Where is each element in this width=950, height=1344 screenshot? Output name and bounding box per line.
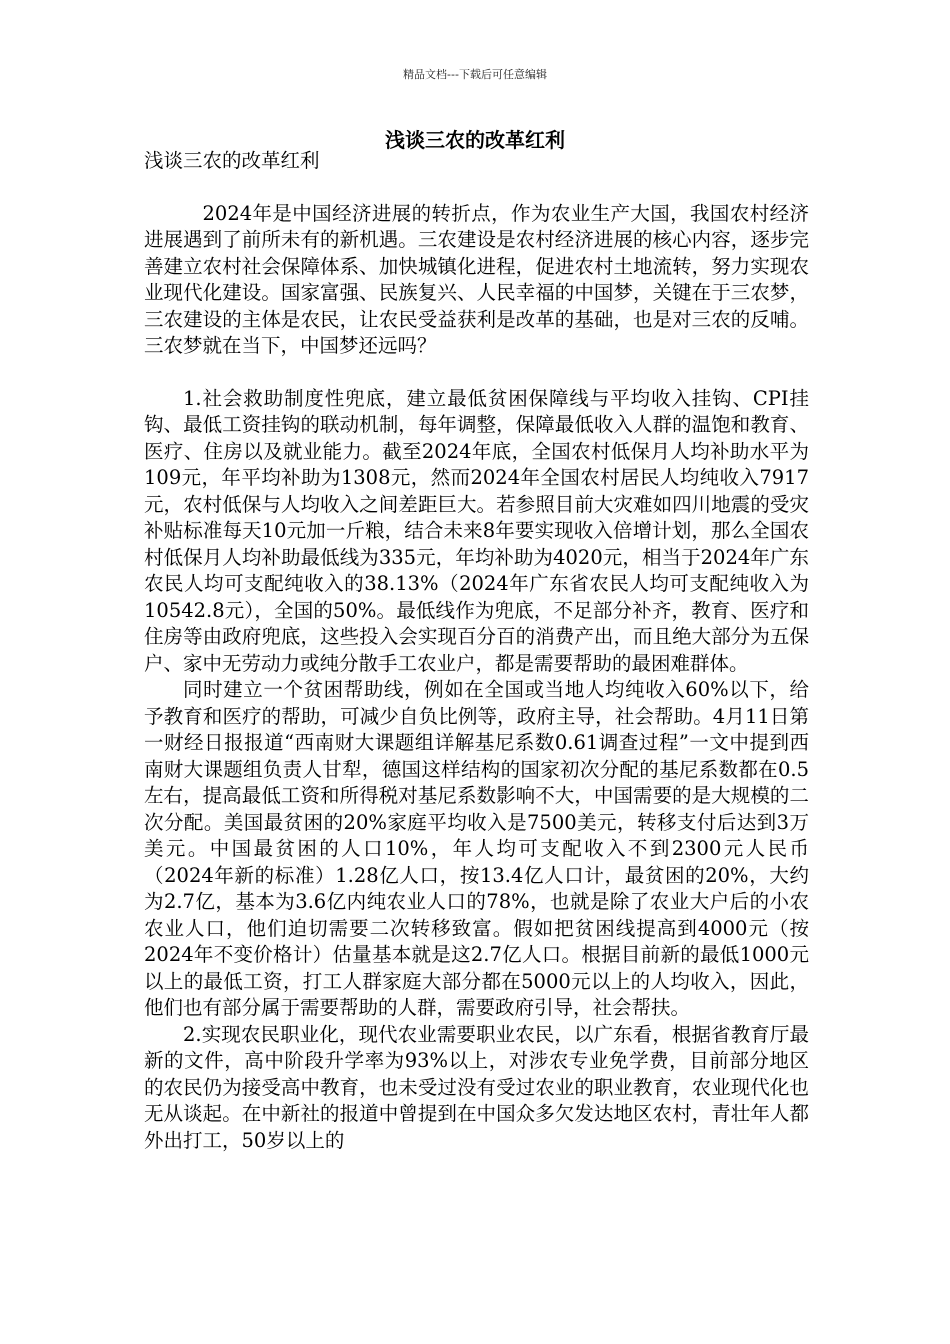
paragraph-gap xyxy=(144,360,809,386)
document-subtitle: 浅谈三农的改革红利 xyxy=(144,149,320,172)
page-header: 精品文档---下载后可任意编辑 xyxy=(403,68,547,81)
paragraph-professional-farmers: 2.实现农民职业化，现代农业需要职业农民，以广东看，根据省教育厅最新的文件，高中阶段升学率为93%以上，对涉农专业免学费，目前部分地区的农民仍为接受高中教育，也未受过没有受过农业的职业教育，农业现代化也无从谈起。在中新社的报道中曾提到在中国众多欠发达地区农村，青壮年人都外出打工，50岁以上的 xyxy=(144,1022,809,1152)
paragraph-poverty-line: 同时建立一个贫困帮助线，例如在全国或当地人均纯收入60%以下，给予教育和医疗的帮助，可减少自负比例等，政府主导，社会帮助。4月11日第一财经日报报道“西南财大课题组详解基尼系数0.61调查过程”一文中提到西南财大课题组负责人甘犁，德国这样结构的国家初次分配的基尼系数都在0.5左右，提高最低工资和所得税对基尼系数影响不大，中国需要的是大规模的二次分配。美国最贫困的20%家庭平均收入是7500美元，转移支付后达到3万美元。中国最贫困的人口10%，年人均可支配收入不到2300元人民币（2024年新的标准）1.28亿人口，按13.4亿人口计，最贫困的20%，大约为2.7亿，基本为3.6亿内纯农业人口的78%，也就是除了农业大户后的小农农业人口，他们迫切需要二次转移致富。假如把贫困线提高到4000元（按2024年不变价格计）估量基本就是这2.7亿人口。根据目前新的最低1000元以上的最低工资，打工人群家庭大部分都在5000元以上的人均收入，因此，他们也有部分属于需要帮助的人群，需要政府引导，社会帮扶。 xyxy=(144,678,809,1019)
document-title: 浅谈三农的改革红利 xyxy=(385,128,565,152)
document-body xyxy=(144,148,809,1154)
paragraph-social-assistance: 1.社会救助制度性兜底，建立最低贫困保障线与平均收入挂钩、CPI挂钩、最低工资挂钩的联动机制，每年调整，保障最低收入人群的温饱和教育、医疗、住房以及就业能力。截至2024年底，全国农村低保月人均补助水平为109元，年平均补助为1308元，然而2024年全国农村居民人均纯收入7917元，农村低保与人均收入之间差距巨大。若参照目前大灾难如四川地震的受灾补贴标准每天10元加一斤粮，结合未来8年要实现收入倍增计划，那么全国农村低保月人均补助最低线为335元，年均补助为4020元，相当于2024年广东农民人均可支配纯收入的38.13%（2024年广东省农民人均可支配纯收入为10542.8元），全国的50%。最低线作为兜底，不足部分补齐，教育、医疗和住房等由政府兜底，这些投入会实现百分百的消费产出，而且绝大部分为五保户、家中无劳动力或纯分散手工农业户，都是需要帮助的最困难群体。 xyxy=(144,386,809,675)
paragraph-intro: 2024年是中国经济进展的转折点，作为农业生产大国，我国农村经济进展遇到了前所未有的新机遇。三农建设是农村经济进展的核心内容，逐步完善建立农村社会保障体系、加快城镇化进程，促进农村土地流转，努力实现农业现代化建设。国家富强、民族复兴、人民幸福的中国梦，关键在于三农梦，三农建设的主体是农民，让农民受益获利是改革的基础，也是对三农的反哺。三农梦就在当下，中国梦还远吗？ xyxy=(144,201,809,357)
